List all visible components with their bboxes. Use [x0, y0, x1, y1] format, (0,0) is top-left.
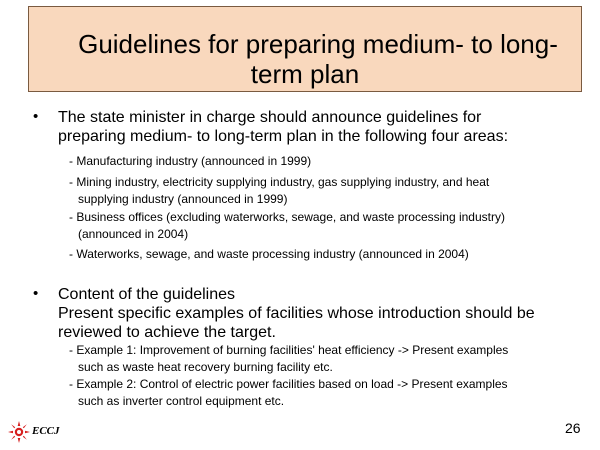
sub-item-line: - Example 2: Control of electric power facilities based on load -> Present examples	[69, 377, 508, 391]
eccj-logo	[8, 421, 78, 443]
bullet-text	[58, 108, 508, 146]
sub-item-line: - Example 1: Improvement of burning facilities' heat efficiency -> Present examples	[69, 343, 509, 357]
sub-item-example-2	[69, 376, 508, 410]
slide-title-line-1: Guidelines for preparing medium- to long-	[78, 29, 558, 59]
page-number: 26	[565, 420, 581, 436]
sub-item-line: - Mining industry, electricity supplying industry, gas supplying industry, and heat	[69, 175, 490, 189]
slide-title-line-2: term plan	[250, 59, 360, 89]
bullet-text	[58, 285, 535, 342]
bullet-line: reviewed to achieve the target.	[58, 324, 276, 341]
sub-item-line: - Waterworks, sewage, and waste processing industry (announced in 2004)	[69, 247, 469, 261]
sub-item-manufacturing	[69, 153, 311, 170]
sunburst-icon	[8, 421, 30, 443]
sub-item-line: - Manufacturing industry (announced in 1999)	[69, 154, 312, 168]
sub-item-example-1	[69, 342, 508, 376]
sub-item-line: - Business offices (excluding waterworks, sewage, and waste processing industry)	[69, 210, 505, 224]
logo-text: ECCJ	[32, 425, 60, 437]
sub-item-line: supplying industry (announced in 1999)	[78, 192, 288, 206]
bullet-line: Present specific examples of facilities whose introduction should be	[58, 305, 535, 322]
sub-item-line: such as waste heat recovery burning facility etc.	[78, 360, 333, 374]
bullet-line: Content of the guidelines	[58, 286, 236, 303]
sub-item-mining	[69, 174, 489, 208]
bullet-line: The state minister in charge should announce guidelines for	[58, 109, 482, 126]
sub-item-line: such as inverter control equipment etc.	[78, 394, 285, 408]
slide-title-box	[28, 6, 582, 92]
bullet-line: preparing medium- to long-term plan in the following four areas:	[58, 128, 509, 145]
bullet-marker: •	[33, 285, 39, 302]
sub-item-waterworks	[69, 246, 469, 263]
bullet-marker: •	[33, 108, 39, 125]
sub-item-business-offices	[69, 209, 505, 243]
sub-item-line: (announced in 2004)	[78, 227, 189, 241]
